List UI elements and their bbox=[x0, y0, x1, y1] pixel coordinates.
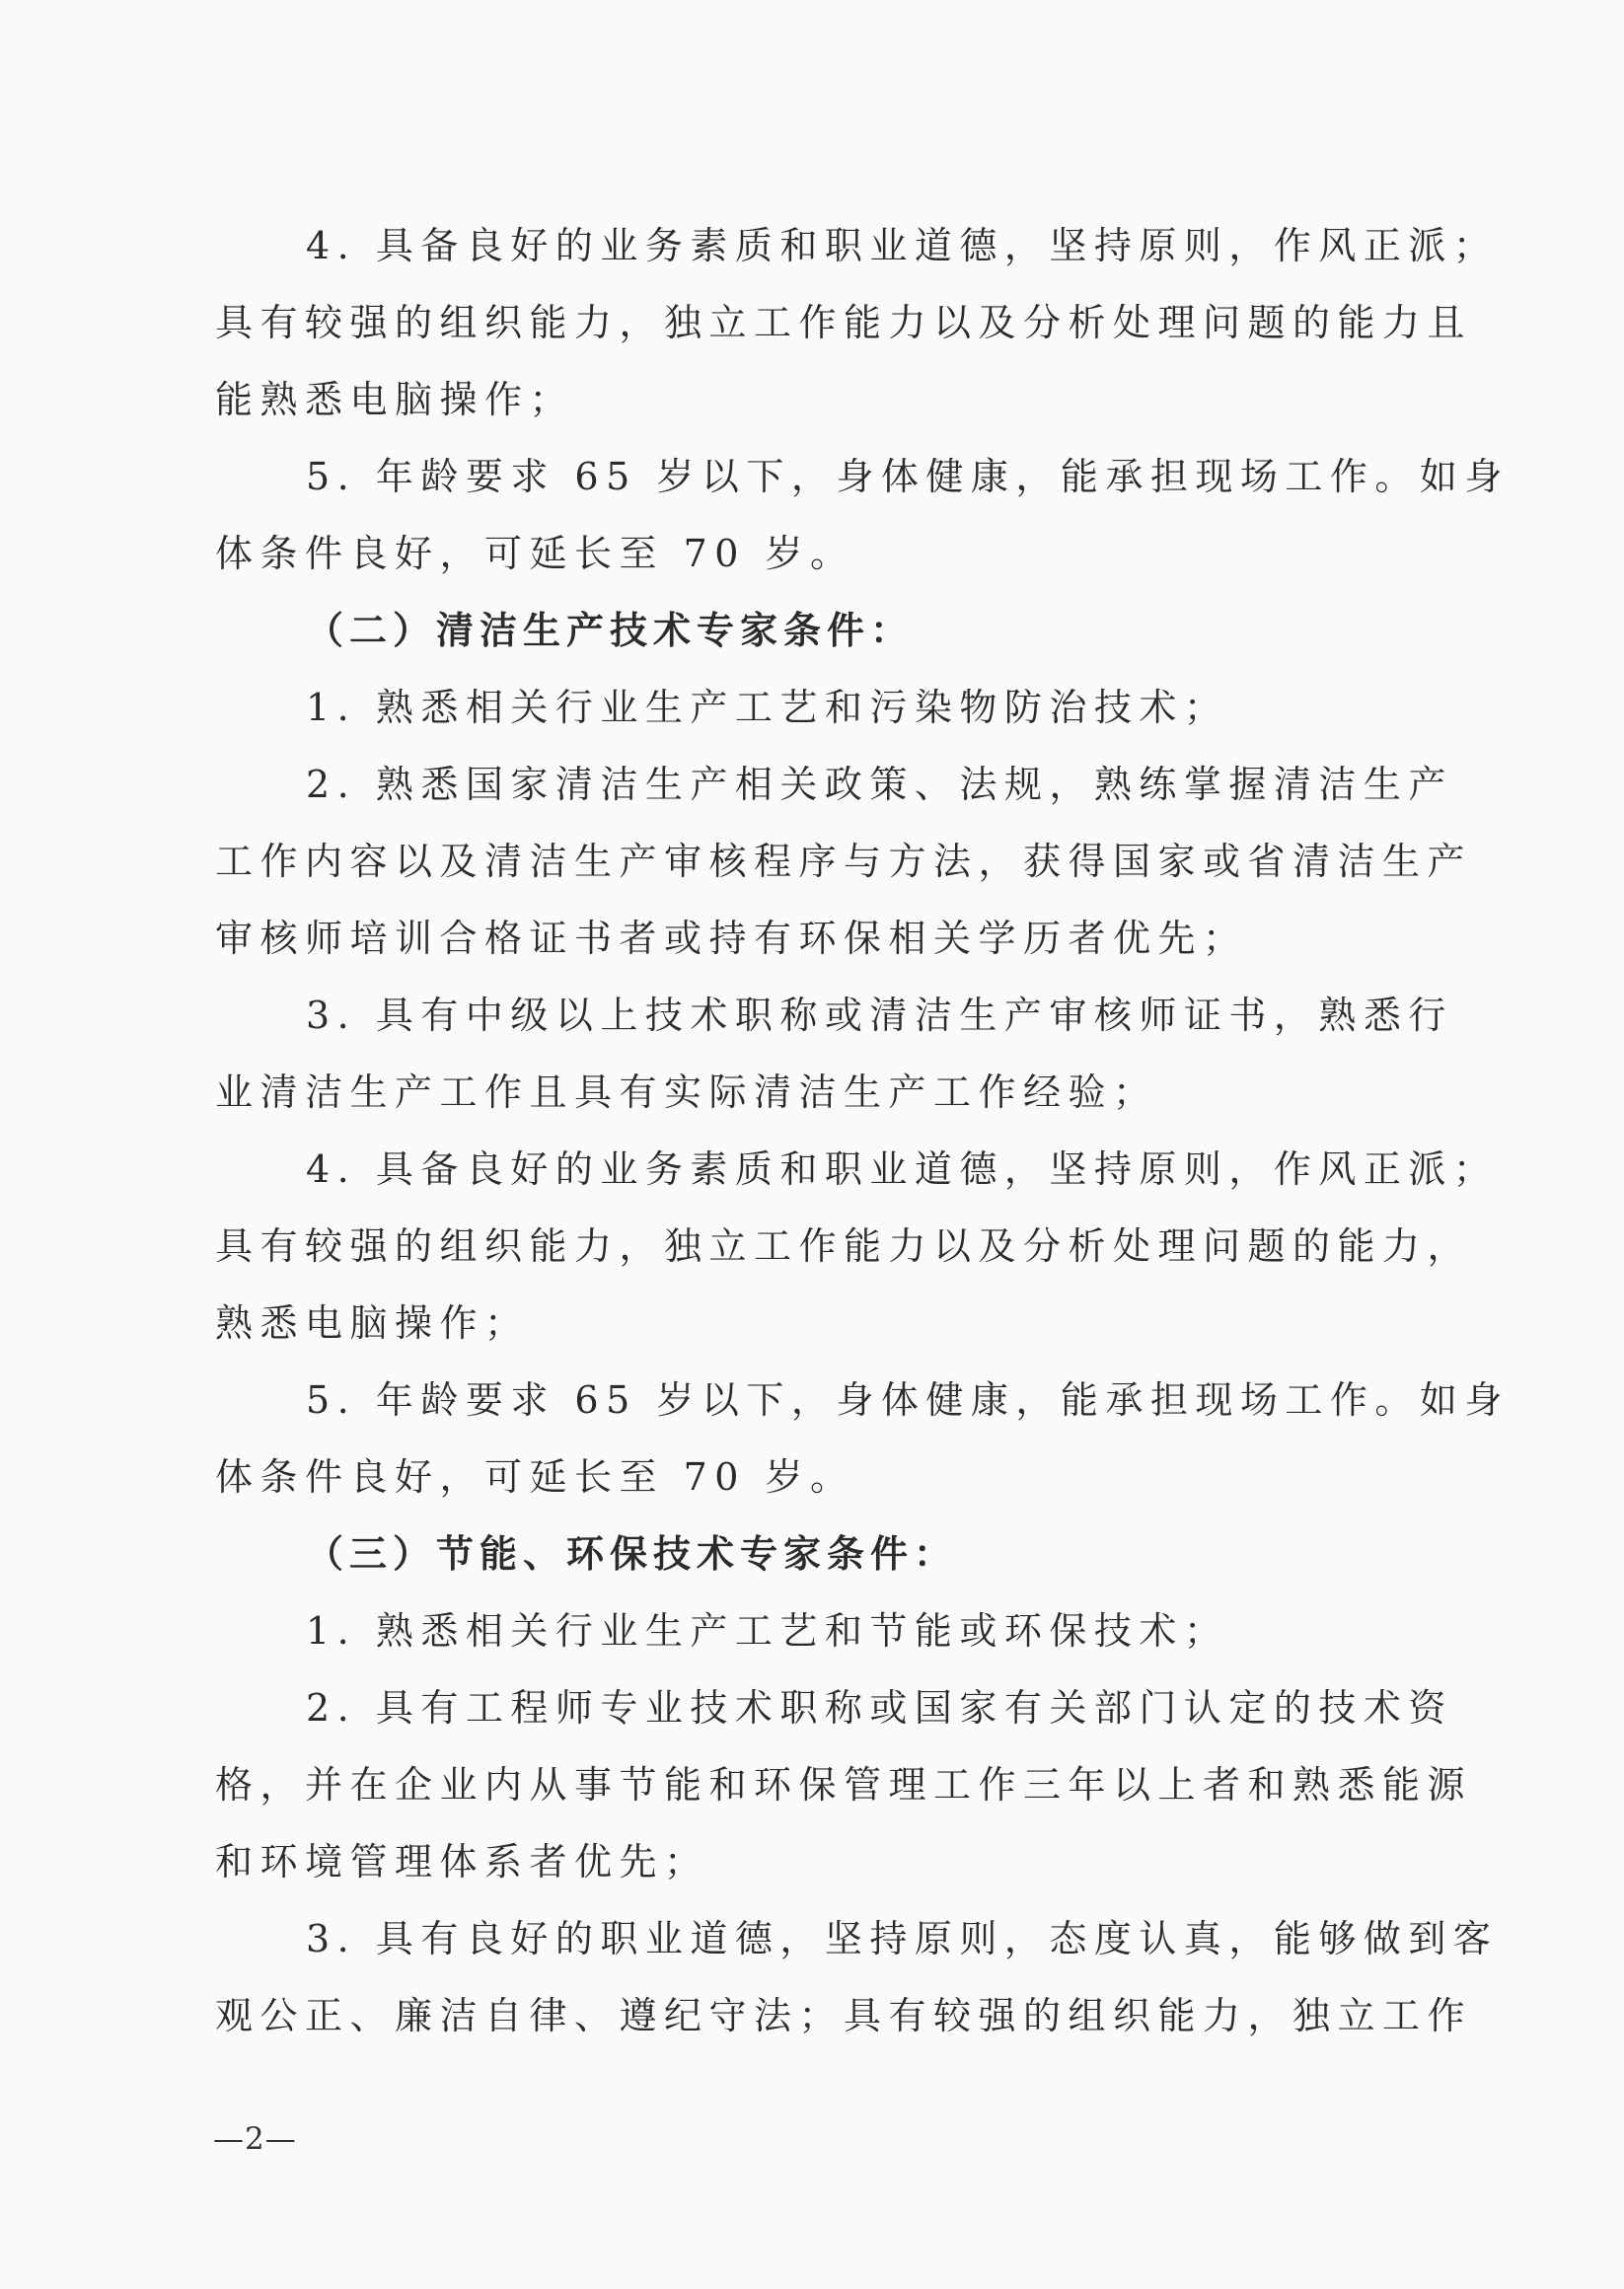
text-line: 体条件良好，可延长至 70 岁。 bbox=[215, 1455, 855, 1499]
page-number: —2— bbox=[213, 2121, 297, 2157]
text-line: 具有较强的组织能力，独立工作能力以及分析处理问题的能力且 bbox=[215, 301, 1473, 344]
text-line: 具有较强的组织能力，独立工作能力以及分析处理问题的能力， bbox=[215, 1224, 1473, 1268]
section-heading-cleaner-production: （二）清洁生产技术专家条件： bbox=[306, 608, 915, 652]
text-line: 业清洁生产工作且具有实际清洁生产工作经验； bbox=[215, 1071, 1158, 1114]
text-line: 格，并在企业内从事节能和环保管理工作三年以上者和熟悉能源 bbox=[215, 1763, 1473, 1807]
text-line: 4. 具备良好的业务素质和职业道德，坚持原则，作风正派； bbox=[306, 1147, 1499, 1191]
document-body bbox=[215, 207, 1510, 2054]
text-line: 观公正、廉洁自律、遵纪守法；具有较强的组织能力，独立工作 bbox=[215, 1994, 1473, 2037]
text-line: 工作内容以及清洁生产审核程序与方法，获得国家或省清洁生产 bbox=[215, 840, 1473, 883]
text-line: 审核师培训合格证书者或持有环保相关学历者优先； bbox=[215, 917, 1248, 960]
text-line: 2. 具有工程师专业技术职称或国家有关部门认定的技术资 bbox=[306, 1686, 1453, 1730]
text-line: 5. 年龄要求 65 岁以下，身体健康，能承担现场工作。如身 bbox=[306, 1378, 1510, 1422]
text-line: 1. 熟悉相关行业生产工艺和节能或环保技术； bbox=[306, 1609, 1229, 1653]
text-line: 3. 具有中级以上技术职称或清洁生产审核师证书，熟悉行 bbox=[306, 994, 1453, 1037]
text-line: 5. 年龄要求 65 岁以下，身体健康，能承担现场工作。如身 bbox=[306, 455, 1510, 498]
section-heading-energy-environment: （三）节能、环保技术专家条件： bbox=[306, 1531, 958, 1576]
text-line: 和环境管理体系者优先； bbox=[215, 1840, 709, 1883]
text-line: 体条件良好，可延长至 70 岁。 bbox=[215, 532, 855, 575]
text-line: 能熟悉电脑操作； bbox=[215, 378, 575, 421]
text-line: 1. 熟悉相关行业生产工艺和污染物防治技术； bbox=[306, 686, 1229, 729]
text-line: 4. 具备良好的业务素质和职业道德，坚持原则，作风正派； bbox=[306, 224, 1499, 267]
text-line: 熟悉电脑操作； bbox=[215, 1301, 530, 1345]
text-line: 2. 熟悉国家清洁生产相关政策、法规，熟练掌握清洁生产 bbox=[306, 763, 1453, 806]
text-line: 3. 具有良好的职业道德，坚持原则，态度认真，能够做到客 bbox=[306, 1917, 1499, 1960]
